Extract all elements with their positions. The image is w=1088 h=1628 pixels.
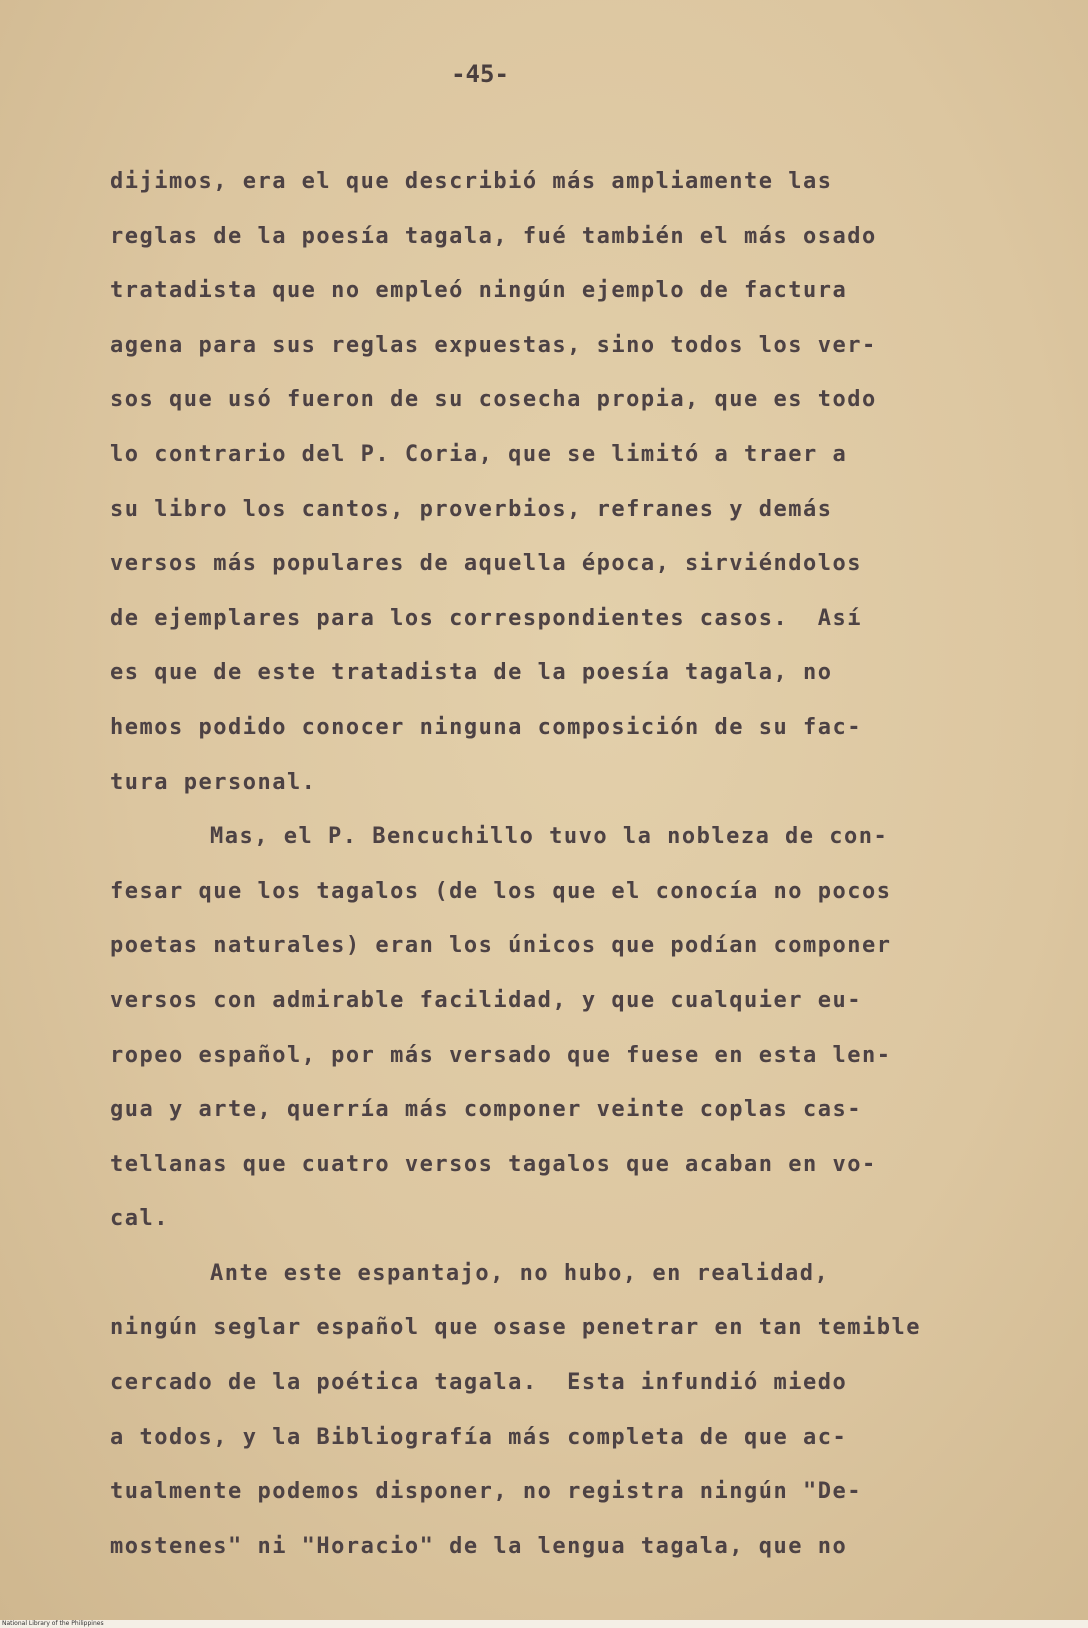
text-line: su libro los cantos, proverbios, refranes y demás (110, 496, 833, 522)
text-line: cal. (110, 1206, 169, 1232)
text-line: es que de este tratadista de la poesía tagala, no (110, 660, 833, 686)
paragraph-start-line: Ante este espantajo, no hubo, en realidad, (210, 1260, 830, 1286)
page-number: -45- (451, 60, 509, 88)
text-line: ropeo español, por más versado que fuese en esta len- (110, 1042, 892, 1068)
paragraph-start-line: Mas, el P. Bencuchillo tuvo la nobleza de con- (210, 824, 889, 850)
text-line: tualmente podemos disponer, no registra ningún "De- (110, 1479, 863, 1505)
text-line: reglas de la poesía tagala, fué también el más osado (110, 223, 877, 249)
footer-credit: National Library of the Philippines (2, 1620, 104, 1627)
text-line: versos con admirable facilidad, y que cualquier eu- (110, 987, 863, 1013)
text-line: fesar que los tagalos (de los que el conocía no pocos (110, 878, 892, 904)
text-line: hemos podido conocer ninguna composición de su fac- (110, 714, 863, 740)
text-line: gua y arte, querría más componer veinte coplas cas- (110, 1097, 863, 1123)
text-line: agena para sus reglas expuestas, sino todos los ver- (110, 332, 877, 358)
text-line: a todos, y la Bibliografía más completa de que ac- (110, 1424, 848, 1450)
text-line: lo contrario del P. Coria, que se limitó a traer a (110, 441, 848, 467)
body-text (110, 155, 1010, 1574)
text-line: mostenes" ni "Horacio" de la lengua tagala, que no (110, 1533, 848, 1559)
text-line: versos más populares de aquella época, sirviéndolos (110, 551, 863, 577)
text-line: tratadista que no empleó ningún ejemplo de factura (110, 278, 848, 304)
text-line: dijimos, era el que describió más ampliamente las (110, 169, 833, 194)
text-line: poetas naturales) eran los únicos que podían componer (110, 933, 892, 959)
text-line: tellanas que cuatro versos tagalos que acaban en vo- (110, 1151, 877, 1177)
text-line: ningún seglar español que osase penetrar en tan temible (110, 1315, 921, 1341)
text-line: cercado de la poética tagala. Esta infundió miedo (110, 1370, 848, 1396)
text-line: de ejemplares para los correspondientes casos. Así (110, 605, 863, 631)
text-line: tura personal. (110, 769, 317, 795)
footer-strip (0, 1620, 1088, 1628)
text-line: sos que usó fueron de su cosecha propia, que es todo (110, 387, 877, 413)
